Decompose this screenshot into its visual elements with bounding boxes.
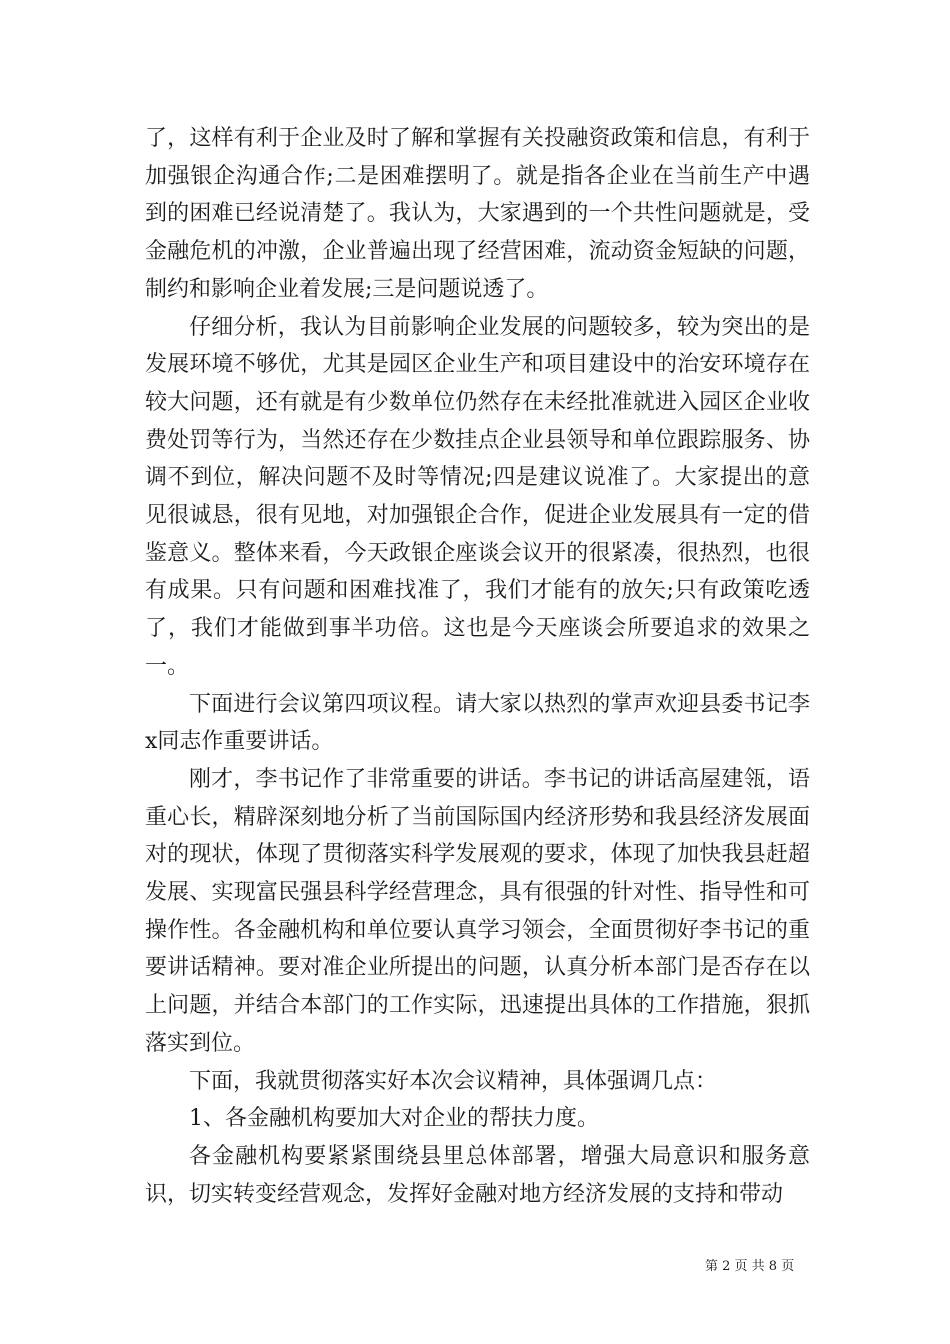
paragraph: 下面进行会议第四项议程。请大家以热烈的掌声欢迎县委书记李x同志作重要讲话。 (145, 691, 810, 755)
paragraph: 下面，我就贯彻落实好本次会议精神，具体强调几点： (189, 1068, 718, 1094)
paragraph: 各金融机构要紧紧围绕县里总体部署，增强大局意识和服务意识，切实转变经营观念，发挥好金融对地方经济发展的支持和带动 (145, 1143, 810, 1207)
page-number: 第 2 页 共 8 页 (705, 1259, 795, 1274)
paragraph: 刚才，李书记作了非常重要的讲话。李书记的讲话高屋建瓴，语重心长，精辟深刻地分析了当前国际国内经济形势和我县经济发展面对的现状，体现了贯彻落实科学发展观的要求，体现了加快我县赶超发展、实现富民强县科学经营理念，具有很强的针对性、指导性和可操作性。各金融机构和单位要认真学习领会，全面贯彻好李书记的重要讲话精神。要对准企业所提出的问题，认真分析本部门是否存在以上问题，并结合本部门的工作实际，迅速提出具体的工作措施，狠抓落实到位。 (145, 766, 810, 1056)
paragraph: 仔细分析，我认为目前影响企业发展的问题较多，较为突出的是发展环境不够优，尤其是园区企业生产和项目建设中的治安环境存在较大问题，还有就是有少数单位仍然存在未经批准就进入园区企业收费处罚等行为，当然还存在少数挂点企业县领导和单位跟踪服务、协调不到位，解决问题不及时等情况;四是建议说准了。大家提出的意见很诚恳，很有见地，对加强银企合作，促进企业发展具有一定的借鉴意义。整体来看，今天政银企座谈会议开的很紧凑，很热烈，也很有成果。只有问题和困难找准了，我们才能有的放矢;只有政策吃透了，我们才能做到事半功倍。这也是今天座谈会所要追求的效果之一。 (145, 314, 810, 679)
list-item-heading: 1、各金融机构要加大对企业的帮扶力度。 (189, 1106, 599, 1132)
paragraph-continued: 了，这样有利于企业及时了解和掌握有关投融资政策和信息，有利于加强银企沟通合作;二是困难摆明了。就是指各企业在当前生产中遇到的困难已经说清楚了。我认为，大家遇到的一个共性问题就是，受金融危机的冲激，企业普遍出现了经营困难，流动资金短缺的问题，制约和影响企业着发展;三是问题说透了。 (145, 126, 810, 302)
document-body (145, 120, 810, 1213)
